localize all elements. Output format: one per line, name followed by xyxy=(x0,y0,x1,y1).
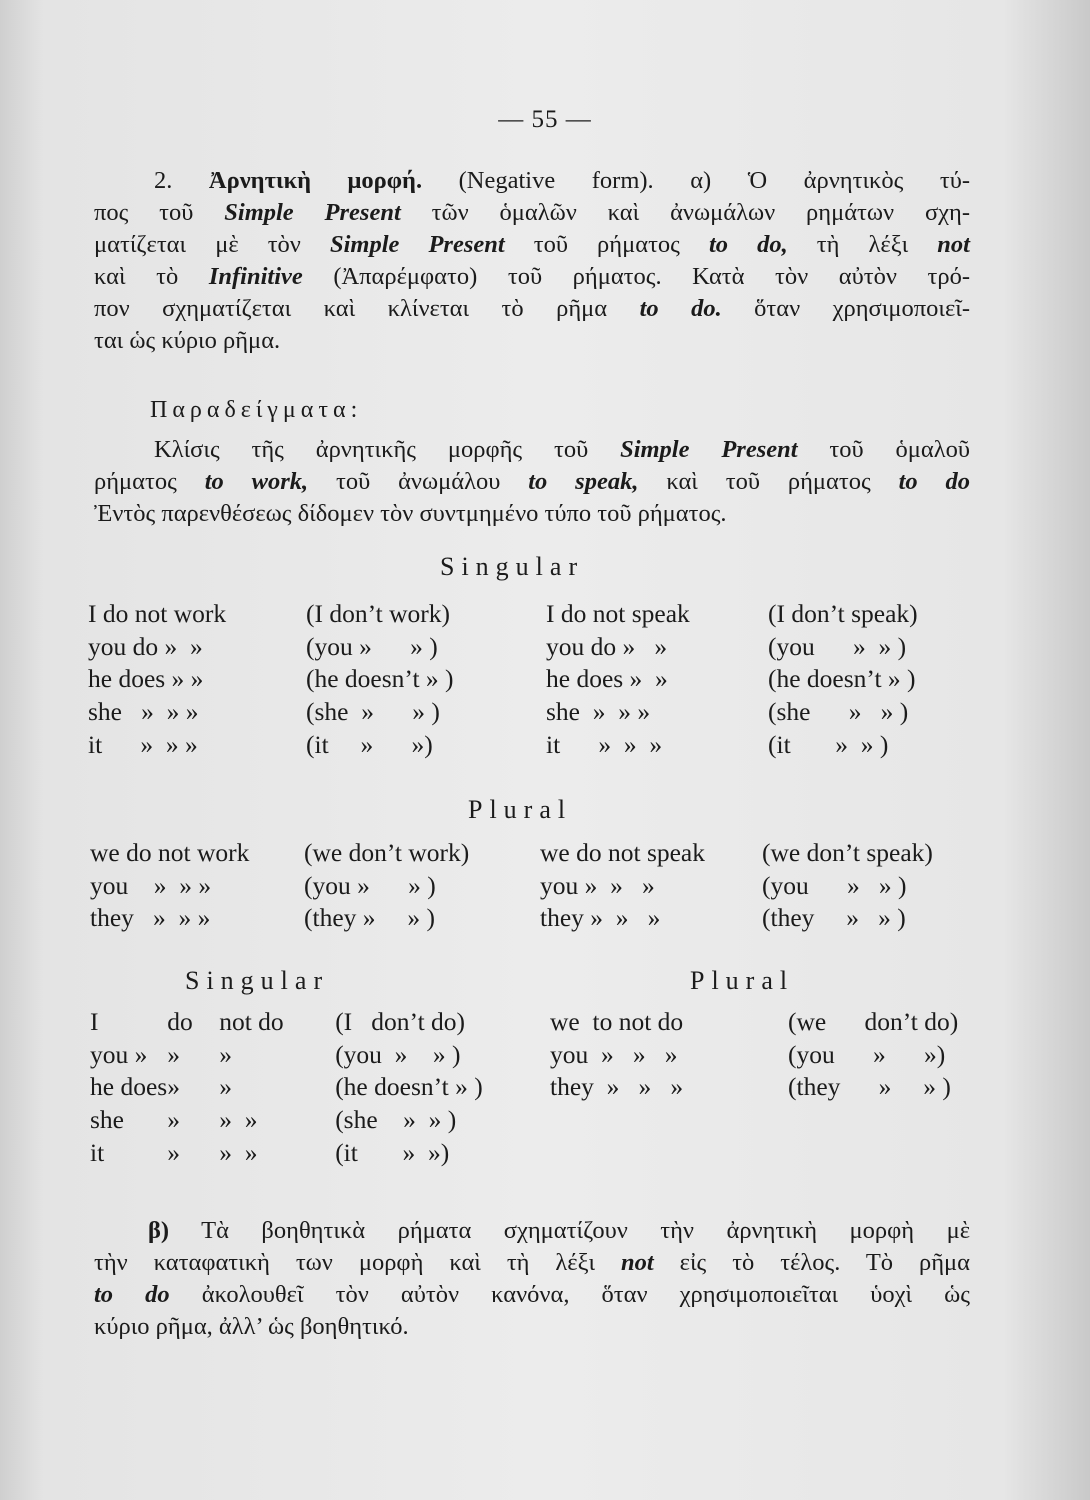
conjugation-cell: » xyxy=(167,1039,180,1069)
conjugation-row xyxy=(90,902,967,935)
conjugation-cell: (you » » ) xyxy=(768,631,907,661)
text-line xyxy=(94,165,970,197)
conjugation-cell: it » » » xyxy=(88,729,198,759)
term: Simple Present xyxy=(224,199,401,226)
conjugation-cell: » xyxy=(167,1105,180,1135)
conjugation-row xyxy=(550,1039,973,1072)
conjugation-cell: they » » » xyxy=(550,1072,684,1102)
do-plural-table xyxy=(550,1006,973,1104)
term: not xyxy=(937,231,970,258)
section-label: β) xyxy=(148,1217,170,1244)
negative-form-paragraph xyxy=(94,165,970,357)
conjugation-row xyxy=(90,1071,530,1104)
examples-title: Παραδείγματα: xyxy=(150,397,363,423)
conjugation-cell: (you » ») xyxy=(788,1039,946,1069)
term: to do, xyxy=(708,231,788,258)
text-line xyxy=(94,1279,970,1311)
conjugation-cell: it xyxy=(90,1137,105,1167)
text-line xyxy=(94,197,970,229)
text-run: καὶ τοῦ ρήματος xyxy=(638,468,899,495)
conjugation-cell: he does xyxy=(90,1072,168,1102)
conjugation-cell: you » xyxy=(90,1039,148,1069)
conjugation-row xyxy=(88,728,968,761)
conjugation-cell: (we don’t do) xyxy=(788,1007,959,1037)
conjugation-cell: you » » » xyxy=(550,1039,678,1069)
section-number: 2. xyxy=(154,167,209,194)
conjugation-cell: (you » » ) xyxy=(335,1039,461,1069)
text-run: ὅταν χρησιμοποιεῖ- xyxy=(721,295,970,322)
conjugation-cell: I do not work xyxy=(88,599,227,629)
plural-table-body xyxy=(90,837,967,935)
plural-table xyxy=(90,837,967,935)
conjugation-row xyxy=(90,1104,530,1137)
text-run: (Negative form). α) Ὁ ἀρνητικὸς τύ- xyxy=(422,167,971,194)
text-run: τοῦ ἀνωμάλου xyxy=(308,468,529,495)
conjugation-row xyxy=(90,870,967,903)
conjugation-cell: we do not work xyxy=(90,838,250,868)
conjugation-cell: it » » » xyxy=(546,729,663,759)
term: to do xyxy=(898,468,970,495)
conjugation-cell: (we don’t speak) xyxy=(762,838,933,868)
conjugation-cell: we do not speak xyxy=(540,838,706,868)
text-run: ματίζεται μὲ τὸν xyxy=(94,231,330,258)
conjugation-row xyxy=(550,1006,973,1039)
conjugation-cell: (he doesn’t » ) xyxy=(306,664,454,694)
text-line xyxy=(94,434,970,466)
conjugation-cell: (she » » ) xyxy=(306,697,440,727)
conjugation-cell: (it » ») xyxy=(335,1137,450,1167)
term: Simple Present xyxy=(329,231,505,258)
term: to do xyxy=(94,1281,170,1308)
term: Simple Present xyxy=(620,436,798,463)
text-line: κύριο ρῆμα, ἀλλ’ ὡς βοηθητικό. xyxy=(94,1313,409,1340)
auxiliary-verbs-paragraph xyxy=(94,1215,970,1343)
conjugation-cell: » xyxy=(167,1137,180,1167)
text-line xyxy=(94,466,970,498)
conjugation-row xyxy=(88,663,968,696)
do-singular-heading: Singular xyxy=(185,966,330,995)
conjugation-cell: (you » » ) xyxy=(762,870,907,900)
conjugation-cell: you » » » xyxy=(90,870,212,900)
term: to work, xyxy=(204,468,309,495)
section-heading: Ἀρνητικὴ μορφή. xyxy=(208,167,423,194)
text-run: τῶν ὁμαλῶν καὶ ἀνωμάλων ρημάτων σχη- xyxy=(400,199,970,226)
conjugation-cell: not do xyxy=(219,1007,284,1037)
conjugation-cell: he does » » xyxy=(88,664,204,694)
conjugation-row xyxy=(88,631,968,664)
conjugation-cell: I do not speak xyxy=(546,599,690,629)
conjugation-row xyxy=(90,1136,530,1169)
conjugation-cell: we to not do xyxy=(550,1007,684,1037)
conjugation-cell: (you » » ) xyxy=(304,870,436,900)
plural-heading: Plural xyxy=(468,795,573,824)
text-line xyxy=(94,1215,970,1247)
conjugation-cell: » xyxy=(219,1039,232,1069)
conjugation-row xyxy=(90,837,967,870)
conjugation-row xyxy=(550,1071,973,1104)
conjugation-cell: (he doesn’t » ) xyxy=(335,1072,483,1102)
text-line: ται ὡς κύριο ρῆμα. xyxy=(94,327,281,354)
text-line: Ἐντὸς παρενθέσεως δίδομεν τὸν συντμημένο τύπο τοῦ ρήματος. xyxy=(94,500,727,527)
text-line xyxy=(94,261,970,293)
text-run: (Ἀπαρέμφατο) τοῦ ρήματος. Κατὰ τὸν αὐτὸν τρό- xyxy=(302,263,970,290)
conjugation-cell: they » » » xyxy=(540,903,661,933)
conjugation-cell: (they » » ) xyxy=(788,1072,951,1102)
conjugation-row xyxy=(88,598,968,631)
text-line xyxy=(94,293,970,325)
conjugation-row xyxy=(88,696,968,729)
conjugation-cell: » » xyxy=(219,1105,258,1135)
text-run: τοῦ ρήματος xyxy=(504,231,709,258)
conjugation-cell: (we don’t work) xyxy=(304,838,470,868)
conjugation-cell: you do » » xyxy=(546,631,668,661)
conjugation-cell: (it » » ) xyxy=(768,729,889,759)
conjugation-cell: (it » ») xyxy=(306,729,433,759)
term: to speak, xyxy=(528,468,639,495)
text-run: ρήματος xyxy=(94,468,205,495)
conjugation-cell: she xyxy=(90,1105,124,1135)
conjugation-cell: (they » » ) xyxy=(762,903,906,933)
conjugation-cell: » » xyxy=(219,1137,258,1167)
page-number: — 55 — xyxy=(498,106,592,133)
do-plural-table-body xyxy=(550,1006,973,1104)
conjugation-cell: you do » » xyxy=(88,631,203,661)
text-run: ἀκολουθεῖ τὸν αὐτὸν κανόνα, ὅταν χρησιμοποιεῖται ὑοχὶ ὡς xyxy=(169,1281,970,1308)
conjugation-cell: you » » » xyxy=(540,870,655,900)
text-run: Τὰ βοηθητικὰ ρήματα σχηματίζουν τὴν ἀρνητικὴ μορφὴ μὲ xyxy=(169,1217,970,1244)
text-run: πον σχηματίζεται καὶ κλίνεται τὸ ρῆμα xyxy=(94,295,640,322)
conjugation-cell: (he doesn’t » ) xyxy=(768,664,916,694)
conjugation-cell: » xyxy=(219,1072,232,1102)
conjugation-cell: (she » » ) xyxy=(335,1105,457,1135)
conjugation-cell: (they » » ) xyxy=(304,903,436,933)
text-run: τὴ λέξι xyxy=(787,231,938,258)
singular-table-body xyxy=(88,598,968,761)
text-run: καὶ τὸ xyxy=(94,263,209,290)
conjugation-cell: (she » » ) xyxy=(768,697,909,727)
singular-table xyxy=(88,598,968,761)
text-run: πος τοῦ xyxy=(94,199,225,226)
examples-paragraph xyxy=(94,434,970,530)
do-plural-heading: Plural xyxy=(690,966,795,995)
conjugation-cell: they » » » xyxy=(90,903,211,933)
text-run: τὴν καταφατικὴ των μορφὴ καὶ τὴ λέξι xyxy=(94,1249,622,1276)
conjugation-cell: he does » » xyxy=(546,664,668,694)
conjugation-cell: (I don’t work) xyxy=(306,599,450,629)
term: not xyxy=(621,1249,654,1276)
singular-heading: Singular xyxy=(440,552,585,581)
conjugation-cell: (you » » ) xyxy=(306,631,438,661)
text-line xyxy=(94,1247,970,1279)
text-run: εἰς τὸ τέλος. Τὸ ρῆμα xyxy=(653,1249,970,1276)
conjugation-cell: (I don’t do) xyxy=(335,1007,466,1037)
conjugation-cell: » xyxy=(167,1072,180,1102)
text-run: τοῦ ὁμαλοῦ xyxy=(797,436,970,463)
do-singular-table xyxy=(90,1006,530,1169)
text-run: Κλίσις τῆς ἀρνητικῆς μορφῆς τοῦ xyxy=(154,436,621,463)
conjugation-row xyxy=(90,1039,530,1072)
conjugation-cell: do xyxy=(167,1007,193,1037)
conjugation-row xyxy=(90,1006,530,1039)
conjugation-cell: she » » » xyxy=(546,697,651,727)
term: to do. xyxy=(639,295,722,322)
conjugation-cell: (I don’t speak) xyxy=(768,599,918,629)
conjugation-cell: I xyxy=(90,1007,99,1037)
do-singular-table-body xyxy=(90,1006,530,1169)
conjugation-cell: she » » » xyxy=(88,697,199,727)
text-line xyxy=(94,229,970,261)
term: Infinitive xyxy=(208,263,303,290)
